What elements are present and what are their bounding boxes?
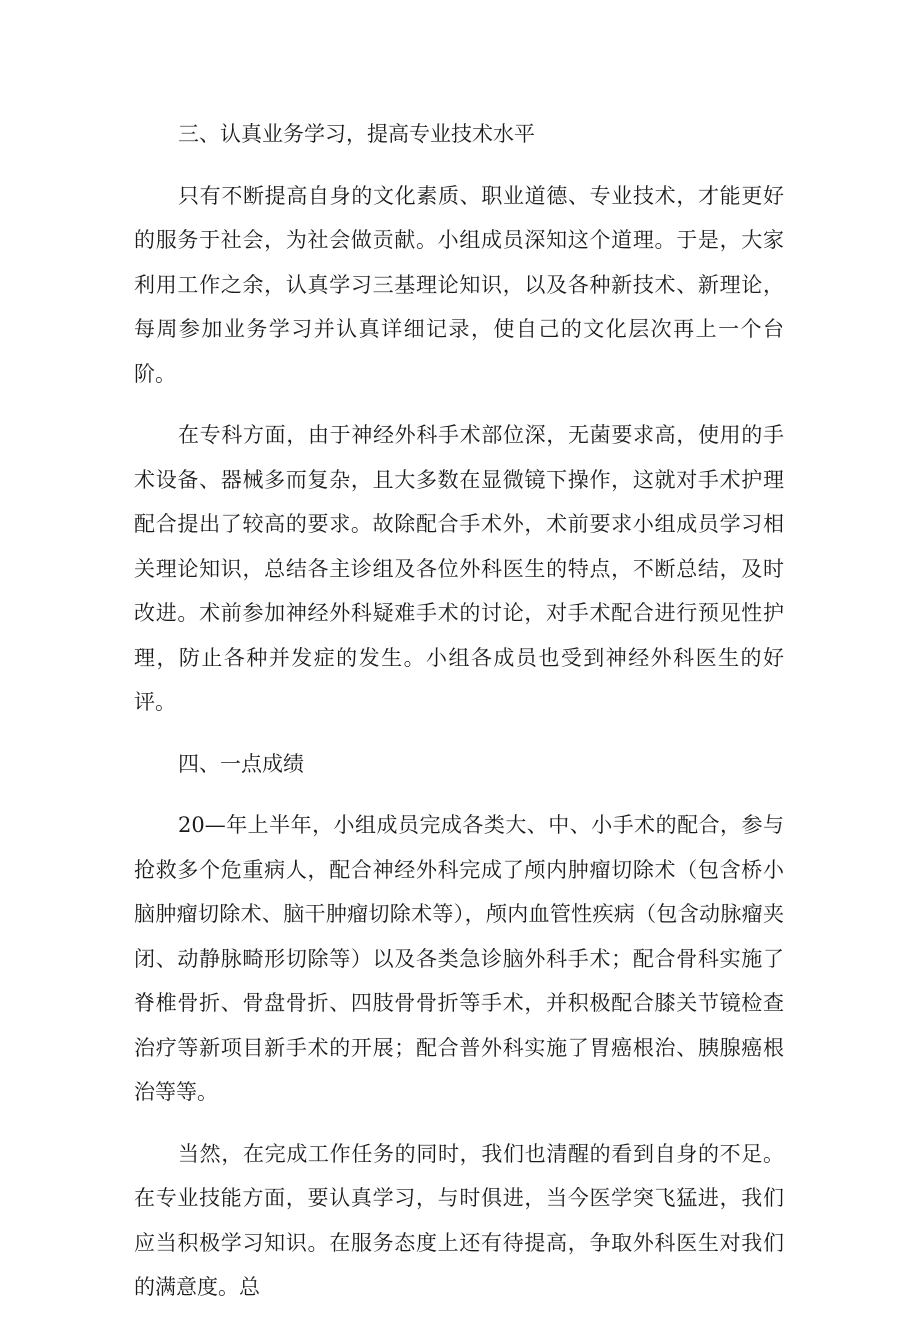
paragraph-specialty: 在专科方面，由于神经外科手术部位深，无菌要求高，使用的手术设备、器械多而复杂，且大多数在显微镜下操作，这就对手术护理配合提出了较高的要求。故除配合手术外，术前要求小组成员学习相关理论知识，总结各主诊组及各位外科医生的特点，不断总结，及时改进。术前参加神经外科疑难手术的讨论，对手术配合进行预见性护理，防止各种并发症的发生。小组各成员也受到神经外科医生的好评。	[134, 423, 784, 714]
paragraph-achievements: 20—年上半年，小组成员完成各类大、中、小手术的配合，参与抢救多个危重病人，配合神经外科完成了颅内肿瘤切除术（包含桥小脑肿瘤切除术、脑干肿瘤切除术等），颅内血管性疾病（包含动脉瘤夹闭、动静脉畸形切除等）以及各类急诊脑外科手术；配合骨科实施了脊椎骨折、骨盘骨折、四肢骨骨折等手术，并积极配合膝关节镜检查治疗等新项目新手术的开展；配合普外科实施了胃癌根治、胰腺癌根治等等。	[134, 813, 784, 1104]
paragraph-shortcomings: 当然，在完成工作任务的同时，我们也清醒的看到自身的不足。在专业技能方面，要认真学习，与时俱进，当今医学突飞猛进，我们应当积极学习知识。在服务态度上还有待提高，争取外科医生对我们的满意度。总	[134, 1141, 784, 1299]
paragraph-study: 只有不断提高自身的文化素质、职业道德、专业技术，才能更好的服务于社会，为社会做贡献。小组成员深知这个道理。于是，大家利用工作之余，认真学习三基理论知识，以及各种新技术、新理论，每周参加业务学习并认真详细记录，使自己的文化层次再上一个台阶。	[134, 183, 784, 386]
section-heading-4: 四、一点成绩	[178, 751, 304, 776]
section-heading-3: 三、认真业务学习，提高专业技术水平	[178, 122, 535, 146]
document-body	[134, 112, 784, 1327]
